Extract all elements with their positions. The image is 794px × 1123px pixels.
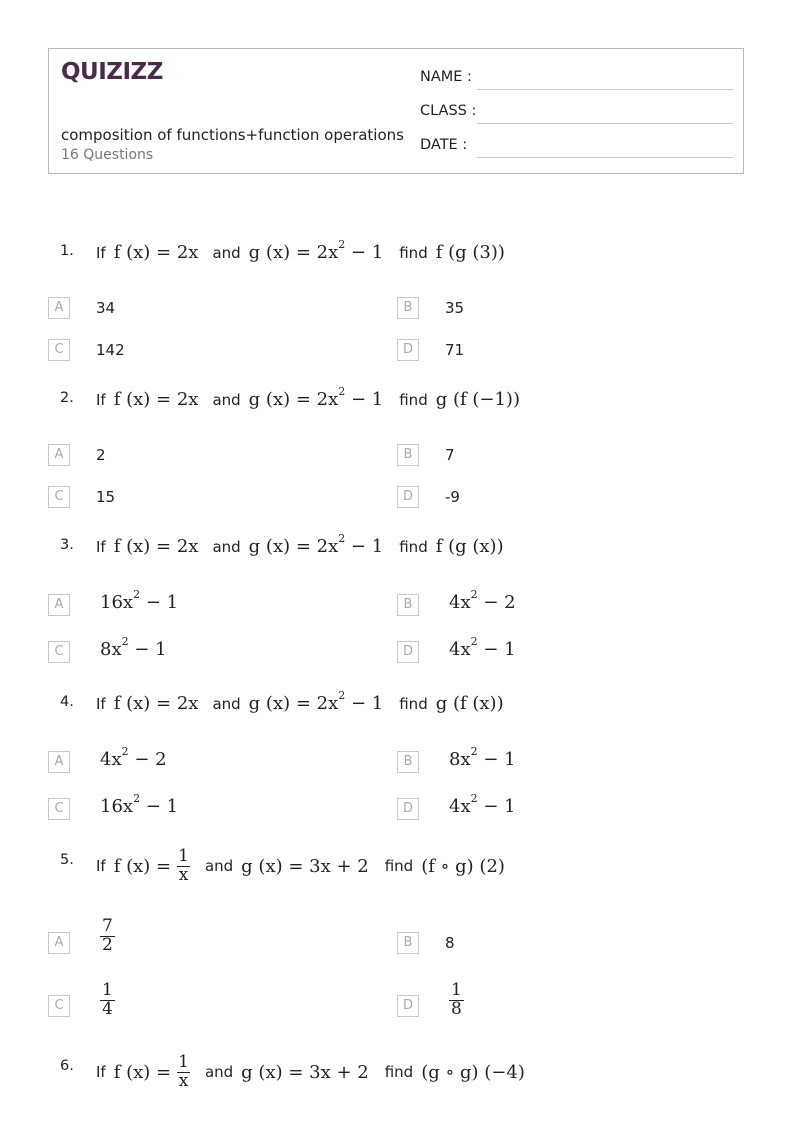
- option-c-value: $8x^2 - 1$: [100, 635, 167, 660]
- option-d-box[interactable]: D: [397, 995, 419, 1017]
- question-number: 3.: [60, 537, 74, 553]
- option-c-value: $\frac{1}{4}$: [102, 980, 113, 1019]
- option-d-box[interactable]: D: [397, 339, 419, 361]
- question-number: 6.: [60, 1058, 74, 1074]
- option-b-box[interactable]: B: [397, 594, 419, 616]
- fraction: $\frac{1}{x}$: [178, 1052, 189, 1091]
- option-b-box[interactable]: B: [397, 932, 419, 954]
- option-c-value: 142: [96, 341, 125, 359]
- question-text: If f (x) = $\frac{1}{x}$ and g (x) = 3x + 2 find (f ∘ g) (2): [96, 846, 505, 885]
- option-c-box[interactable]: C: [48, 339, 70, 361]
- option-a-box[interactable]: A: [48, 932, 70, 954]
- option-a-value: 34: [96, 299, 116, 317]
- option-a-box[interactable]: A: [48, 297, 70, 319]
- option-a-value: $4x^2 - 2$: [100, 745, 167, 770]
- question-text: If f (x) = $\frac{1}{x}$ and g (x) = 3x + 2 find (g ∘ g) (−4): [96, 1052, 525, 1091]
- option-b-value: $8x^2 - 1$: [449, 745, 516, 770]
- option-c-box[interactable]: C: [48, 798, 70, 820]
- date-line: [477, 157, 733, 158]
- option-d-box[interactable]: D: [397, 486, 419, 508]
- option-b-value: 7: [445, 446, 455, 464]
- option-a-value: $16x^2 - 1$: [100, 588, 179, 613]
- name-line: [477, 89, 733, 90]
- option-d-box[interactable]: D: [397, 641, 419, 663]
- option-b-box[interactable]: B: [397, 297, 419, 319]
- option-d-value: $4x^2 - 1$: [449, 635, 516, 660]
- option-d-value: $4x^2 - 1$: [449, 792, 516, 817]
- option-d-box[interactable]: D: [397, 798, 419, 820]
- question-number: 1.: [60, 243, 74, 259]
- option-b-box[interactable]: B: [397, 751, 419, 773]
- option-a-value: 2: [96, 446, 106, 464]
- class-label: CLASS :: [420, 103, 477, 119]
- option-a-box[interactable]: A: [48, 751, 70, 773]
- class-line: [477, 123, 733, 124]
- option-c-value: $16x^2 - 1$: [100, 792, 179, 817]
- option-b-box[interactable]: B: [397, 444, 419, 466]
- option-b-value: 8: [445, 934, 455, 952]
- quizizz-logo: QUIZIZZ: [61, 59, 163, 85]
- question-text: If f (x) = 2x and g $(x) = 2x^2 - 1$ find g (f (x)): [96, 689, 504, 714]
- option-c-box[interactable]: C: [48, 486, 70, 508]
- option-d-value: -9: [445, 488, 460, 506]
- option-c-box[interactable]: C: [48, 995, 70, 1017]
- question-text: If f (x) = 2x and g $(x) = 2x^2 - 1$ find g (f (−1)): [96, 385, 520, 410]
- option-c-box[interactable]: C: [48, 641, 70, 663]
- option-d-value: 71: [445, 341, 465, 359]
- date-label: DATE :: [420, 137, 468, 153]
- question-number: 4.: [60, 694, 74, 710]
- worksheet-header: [48, 48, 744, 174]
- question-number: 2.: [60, 390, 74, 406]
- option-b-value: $4x^2 - 2$: [449, 588, 516, 613]
- option-d-value: $\frac{1}{8}$: [451, 980, 462, 1019]
- worksheet-title: composition of functions+function operations: [61, 126, 404, 144]
- option-b-value: 35: [445, 299, 465, 317]
- question-count: 16 Questions: [61, 147, 154, 163]
- option-a-value: $\frac{7}{2}$: [102, 916, 113, 955]
- fraction: $\frac{1}{x}$: [178, 846, 189, 885]
- question-number: 5.: [60, 852, 74, 868]
- question-text: If f (x) = 2x and g $(x) = 2x^2 - 1$ find f (g (x)): [96, 532, 504, 557]
- option-a-box[interactable]: A: [48, 444, 70, 466]
- question-text: If f (x) = 2x and g $(x) = 2x^2 - 1$ find f (g (3)): [96, 238, 505, 263]
- name-label: NAME :: [420, 69, 472, 85]
- option-c-value: 15: [96, 488, 116, 506]
- option-a-box[interactable]: A: [48, 594, 70, 616]
